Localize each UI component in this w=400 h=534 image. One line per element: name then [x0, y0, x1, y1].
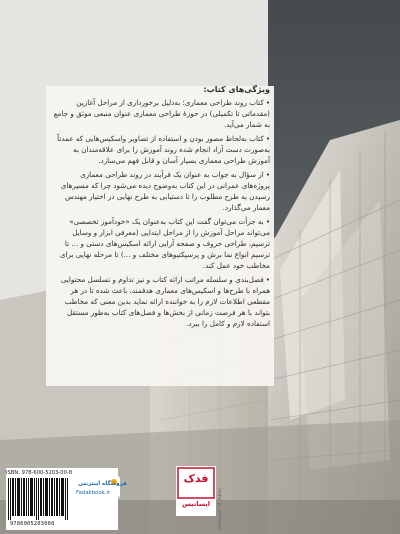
store-url[interactable]: Fadakbook.ir — [76, 490, 111, 496]
store-name: فروشگاه اینترنتی — [78, 481, 127, 487]
publisher-name: فدک — [183, 472, 209, 485]
features-heading: ویژگی‌های کتاب: — [203, 85, 270, 94]
feature-paragraph: • فصل‌بندی و سلسله مراتب ارائه کتاب و نیز تداوم و تسلسل محتوایی همراه با طرح‌ها و اسکیس‌های معماری هدفمند، باعث شده تا در هر مقطعی اطلاعات لازم را به خواننده ارائه نماید بدین معنی که مخاطب بتواند با هر فرصت زمانی از بخش‌ها و فصل‌های کتاب به‌طور مستقل استفاده لازم و کامل را ببرد. — [52, 274, 270, 329]
publisher-sub: ایساتیس — [181, 500, 210, 508]
isbn-label: ISBN: 978-600-5203-00-8 — [6, 470, 73, 476]
feature-paragraph: • از سؤال به جواب به عنوان یک فرآیند در روند طراحی معماری پروژه‌های عمرانی در این کتاب به‌وضوح دیده می‌شود چرا که مسیرهای رسیدن به طرح مطلوب را تا دستیابی به طرح نهایی در اختیار مهندس معمار می‌گذارد. — [52, 169, 270, 213]
feature-paragraph: • کتاب به‌لحاظ مصور بودن و استفاده از تصاویر واسکیس‌هایی که عمدتاً به‌صورت دست آزاد انجام شده روند آموزش را برای علاقه‌مندان به آموزش طراحی معماری بسیار آسان و قابل فهم می‌سازد. — [52, 133, 270, 166]
features-section — [52, 84, 270, 332]
barcode-number: 9786005203008 — [10, 521, 55, 527]
feature-paragraph: • به جرأت می‌توان گفت این کتاب به‌عنوان یک «خودآموز تخصصی» می‌تواند مراحل آموزش را از مراحل ابتدایی (معرفی ابزار و وسایل ترسیم، طراحی حروف و صفحه آرایی ارائه اسکیس‌های دستی و ... تا ترسیم انواع نما برش و پرسپکتیوهای مختلف و ...) تا مرحله نهایی برای مخاطب خود عمل کند. — [52, 216, 270, 271]
designer-credit: Designer: M.Tabas — [218, 488, 223, 530]
barcode-icon — [8, 478, 68, 520]
feature-paragraph: • کتاب روند طراحی معماری؛ به‌دلیل برخورداری از مراحل آغازین (مقدماتی تا تکمیلی) در حوزهٔ طراحی معماری عنوان منبعی موثق و جامع به شمار می‌آید. — [52, 97, 270, 130]
